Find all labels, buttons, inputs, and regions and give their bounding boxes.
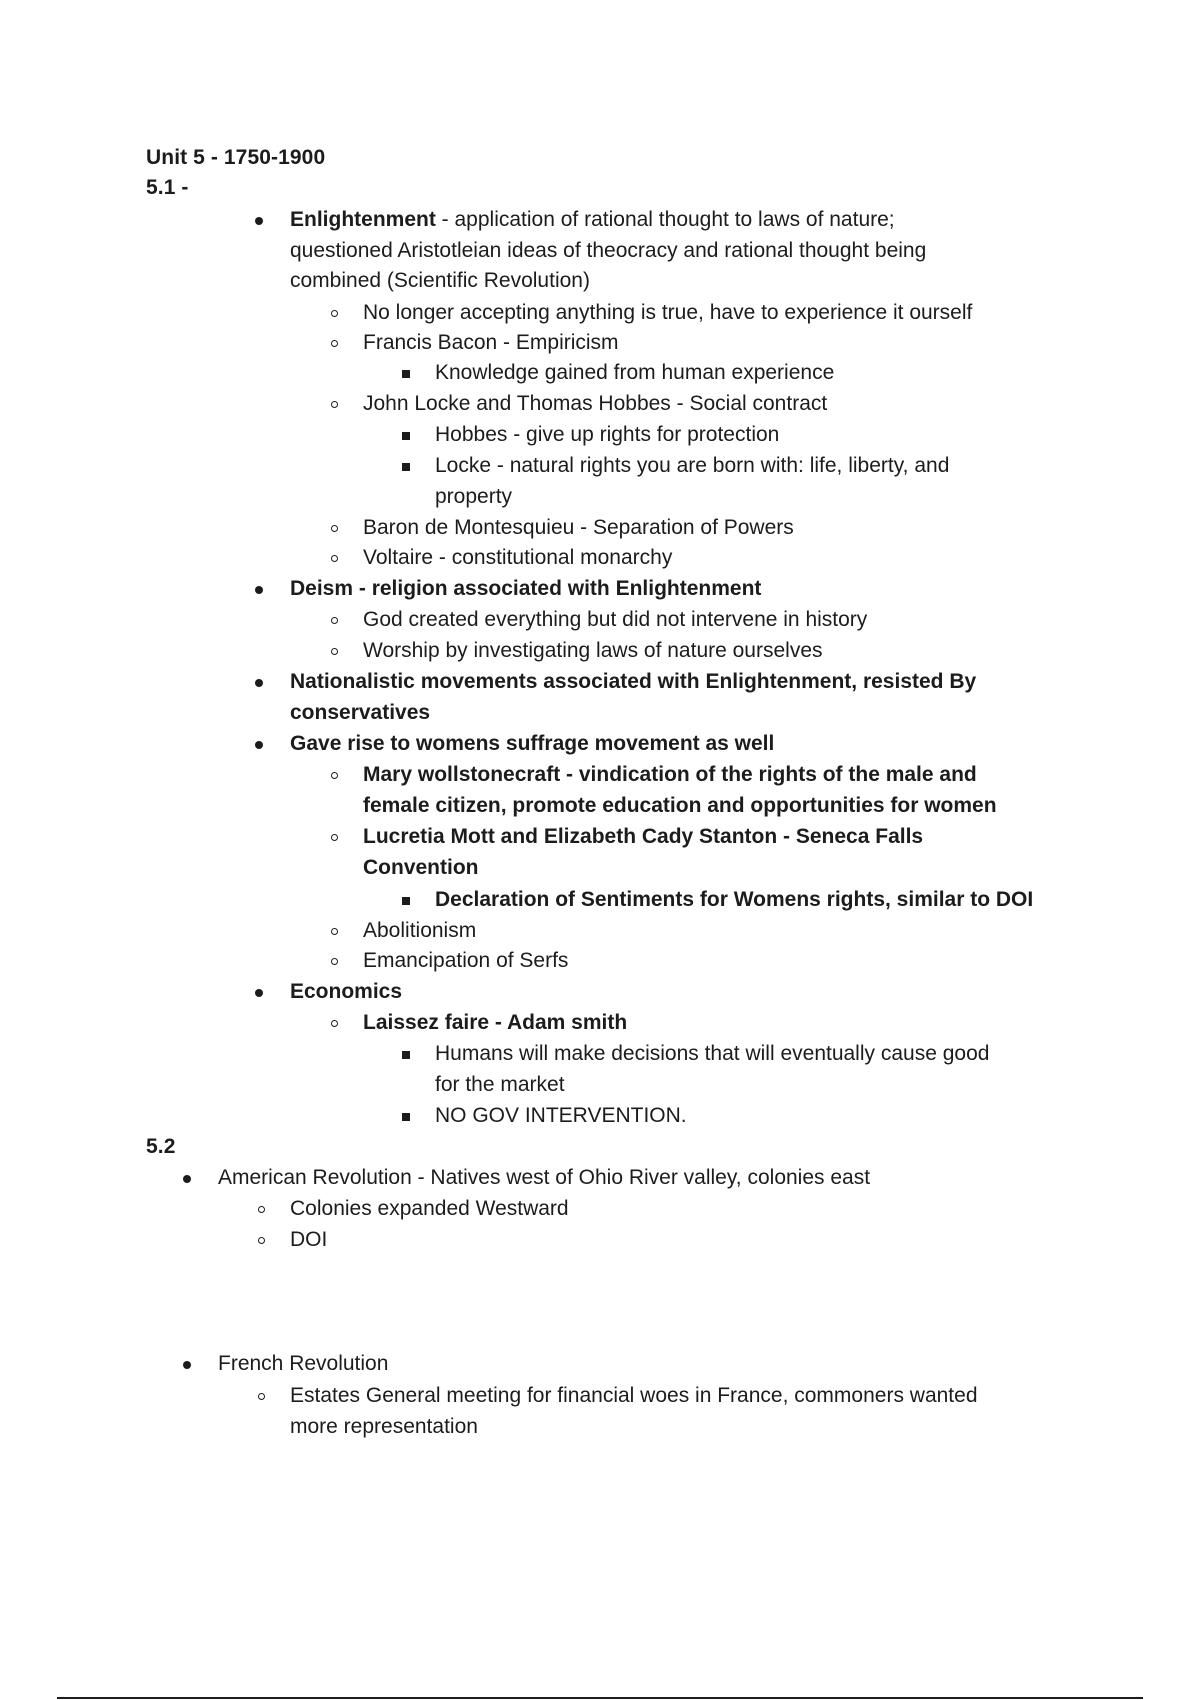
- list-item-suffrage: Gave rise to womens suffrage movement as well: [290, 729, 774, 760]
- list-item-nationalistic: Nationalistic movements associated with Enlightenment, resisted By conservatives: [290, 667, 976, 728]
- bullet-disc-icon: [183, 1361, 191, 1369]
- bullet-circle-icon: [331, 525, 338, 532]
- list-item-french-revolution: French Revolution: [218, 1349, 388, 1380]
- unit-title: Unit 5 - 1750-1900: [146, 146, 326, 169]
- list-item: NO GOV INTERVENTION.: [435, 1101, 687, 1132]
- bullet-circle-icon: [331, 617, 338, 624]
- bullet-circle-icon: [331, 928, 338, 935]
- list-item: Voltaire - constitutional monarchy: [363, 543, 672, 574]
- list-item-enlightenment: Enlightenment - application of rational thought to laws of nature; questioned Aristotleian ideas of theocracy and rational thought being combined (Scientific Revolution): [290, 205, 926, 297]
- bullet-circle-icon: [258, 1206, 265, 1213]
- bullet-square-icon: [402, 370, 410, 378]
- list-item-american-revolution: American Revolution - Natives west of Ohio River valley, colonies east: [218, 1163, 870, 1194]
- bullet-square-icon: [402, 432, 410, 440]
- list-item: Declaration of Sentiments for Womens rights, similar to DOI: [435, 885, 1033, 916]
- bullet-disc-icon: [183, 1175, 191, 1183]
- list-item-economics: Economics: [290, 977, 402, 1008]
- list-item: DOI: [290, 1225, 327, 1256]
- bullet-square-icon: [402, 1051, 410, 1059]
- list-item: No longer accepting anything is true, have to experience it ourself: [363, 298, 972, 329]
- bullet-circle-icon: [331, 310, 338, 317]
- bullet-disc-icon: [255, 679, 263, 687]
- list-item: Estates General meeting for financial woes in France, commoners wanted more representation: [290, 1381, 978, 1442]
- bullet-disc-icon: [255, 741, 263, 749]
- bullet-disc-icon: [255, 586, 263, 594]
- bullet-circle-icon: [331, 958, 338, 965]
- bullet-circle-icon: [331, 648, 338, 655]
- list-item: Laissez faire - Adam smith: [363, 1008, 627, 1039]
- bullet-disc-icon: [255, 217, 263, 225]
- list-item: Mary wollstonecraft - vindication of the rights of the male and female citizen, promote education and opportunities for women: [363, 760, 997, 821]
- bullet-circle-icon: [258, 1237, 265, 1244]
- list-item: Francis Bacon - Empiricism: [363, 328, 619, 359]
- term-enlightenment: Enlightenment: [290, 208, 436, 231]
- list-item: Colonies expanded Westward: [290, 1194, 569, 1225]
- list-item: God created everything but did not intervene in history: [363, 605, 867, 636]
- list-item: Worship by investigating laws of nature ourselves: [363, 636, 823, 667]
- bullet-disc-icon: [255, 989, 263, 997]
- list-item: Humans will make decisions that will eventually cause good for the market: [435, 1039, 989, 1100]
- bullet-circle-icon: [331, 1020, 338, 1027]
- bullet-square-icon: [402, 463, 410, 471]
- list-item: Locke - natural rights you are born with: life, liberty, and property: [435, 451, 949, 512]
- list-item: Lucretia Mott and Elizabeth Cady Stanton - Seneca Falls Convention: [363, 822, 923, 883]
- section-heading-5-2: 5.2: [146, 1135, 176, 1158]
- bullet-circle-icon: [331, 834, 338, 841]
- bullet-square-icon: [402, 897, 410, 905]
- bullet-circle-icon: [331, 340, 338, 347]
- section-heading-5-1: 5.1 -: [146, 176, 189, 199]
- bullet-circle-icon: [331, 772, 338, 779]
- list-item: Knowledge gained from human experience: [435, 358, 834, 389]
- list-item-deism: Deism - religion associated with Enlightenment: [290, 574, 761, 605]
- list-item: John Locke and Thomas Hobbes - Social contract: [363, 389, 827, 420]
- list-item: Baron de Montesquieu - Separation of Powers: [363, 513, 794, 544]
- bullet-circle-icon: [331, 555, 338, 562]
- list-item: Abolitionism: [363, 916, 476, 947]
- bullet-circle-icon: [331, 401, 338, 408]
- bullet-circle-icon: [258, 1393, 265, 1400]
- list-item: Hobbes - give up rights for protection: [435, 420, 779, 451]
- page-bottom-divider: [57, 1697, 1143, 1699]
- bullet-square-icon: [402, 1113, 410, 1121]
- list-item: Emancipation of Serfs: [363, 946, 568, 977]
